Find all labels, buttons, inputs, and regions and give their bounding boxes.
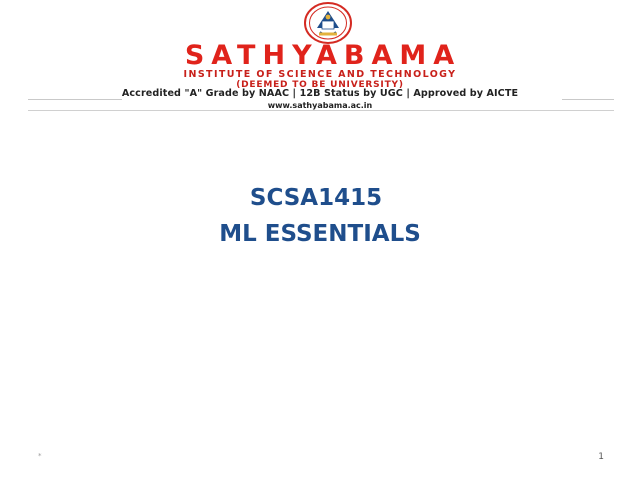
header-divider [28,110,614,111]
institution-header [0,0,640,118]
course-title: ML ESSENTIALS [219,221,421,247]
footer-mark: * [38,452,42,460]
deemed-university-line: (DEEMED TO BE UNIVERSITY) [236,80,404,90]
website-link[interactable]: www.sathyabama.ac.in [267,101,373,110]
institute-line: INSTITUTE OF SCIENCE AND TECHNOLOGY [183,69,457,80]
brand-name: SATHYABAMA [184,40,462,71]
university-seal-icon [303,2,353,44]
accreditation-line: Accredited "A" Grade by NAAC | 12B Status by UGC | Approved by AICTE [121,88,519,99]
course-code: SCSA1415 [249,185,383,211]
slide-title [0,180,640,252]
page-number: 1 [598,452,604,462]
